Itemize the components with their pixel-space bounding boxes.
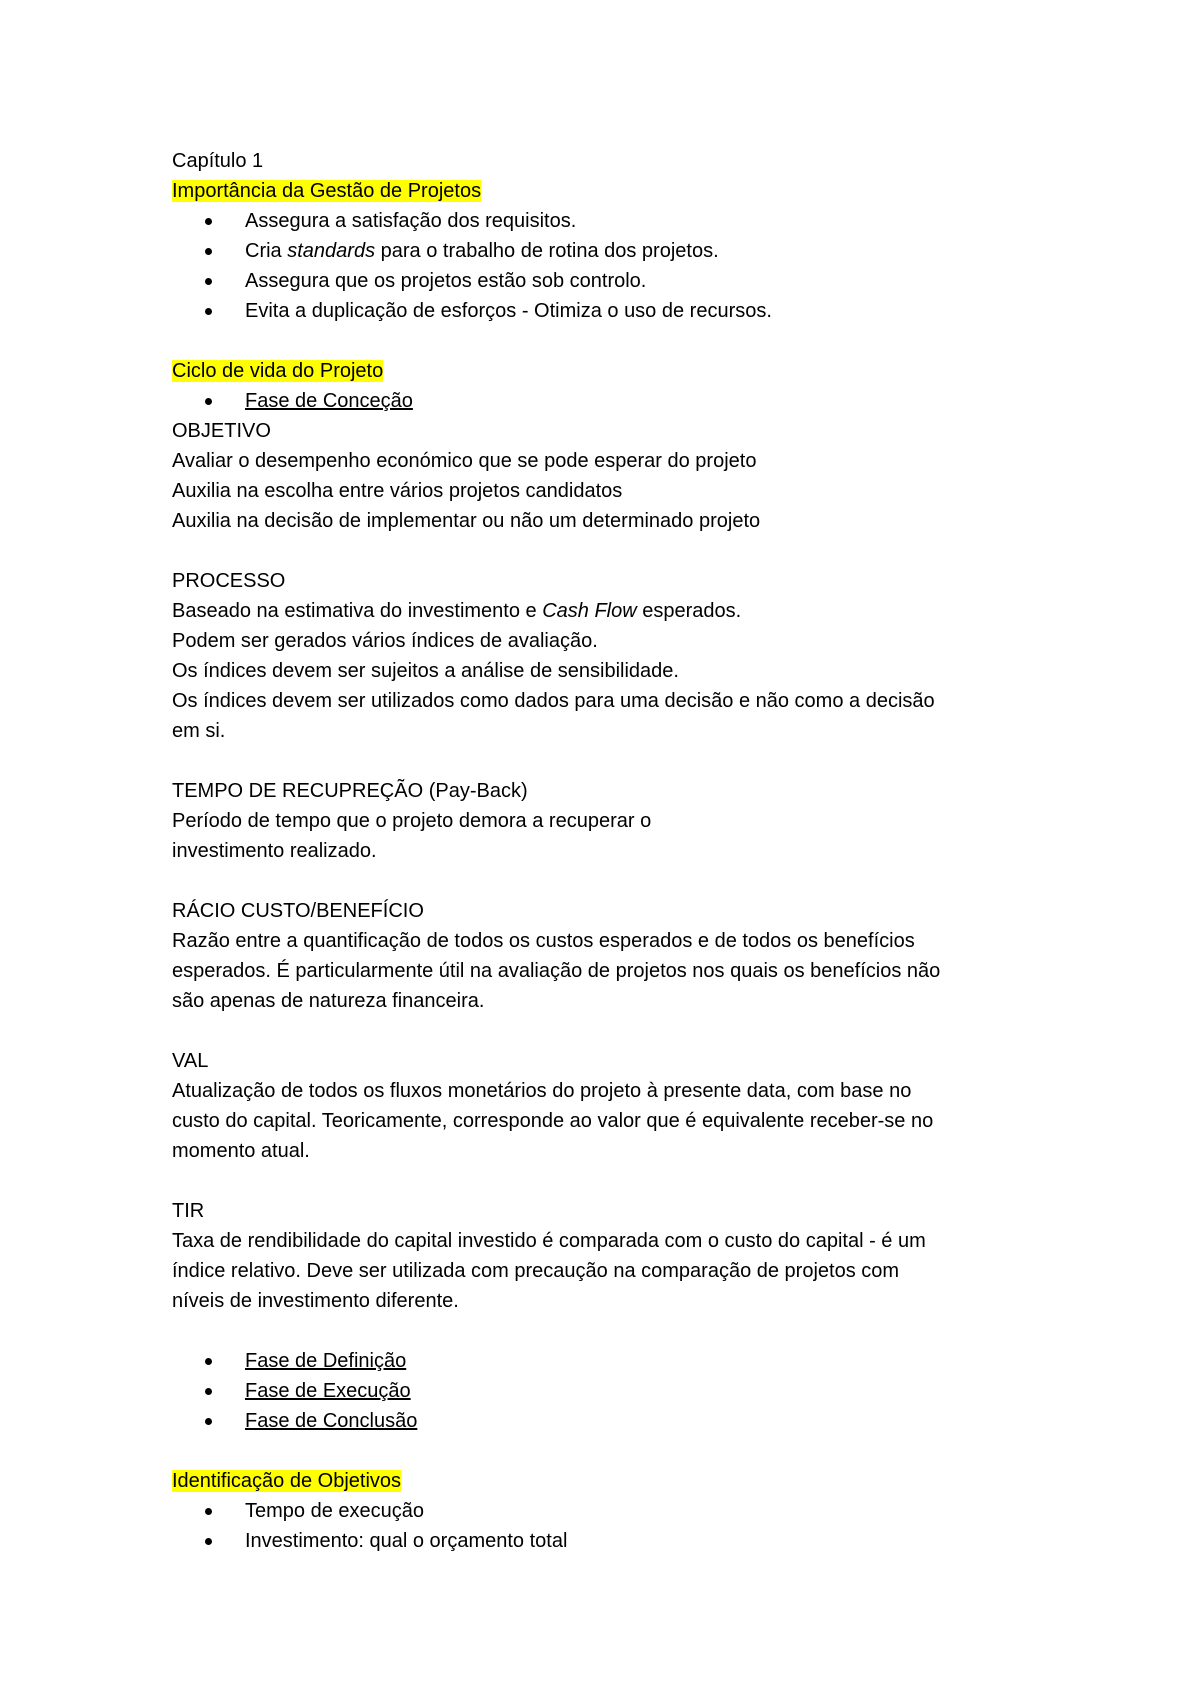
paragraph-gap <box>172 1166 1042 1196</box>
list-item-text: Tempo de execução <box>245 1500 425 1522</box>
importancia-bullet-list <box>172 206 1042 326</box>
text-line: Os índices devem ser sujeitos a análise de sensibilidade. <box>172 660 679 682</box>
subheading-tir: TIR <box>172 1200 205 1222</box>
text-line: são apenas de natureza financeira. <box>172 990 485 1012</box>
text-line: investimento realizado. <box>172 840 377 862</box>
list-item <box>172 1346 1042 1376</box>
bullet-icon <box>205 1538 212 1545</box>
bullet-icon <box>205 308 212 315</box>
paragraph-gap <box>172 866 1042 896</box>
phase-definicao-label: Fase de Definição <box>245 1350 407 1372</box>
phase-list-1 <box>172 386 1042 416</box>
text-line: Período de tempo que o projeto demora a recuperar o <box>172 810 652 832</box>
text-line: índice relativo. Deve ser utilizada com precaução na comparação de projetos com <box>172 1260 900 1282</box>
highlighted-heading: Ciclo de vida do Projeto <box>172 360 384 382</box>
text-line: Auxilia na decisão de implementar ou não um determinado projeto <box>172 510 761 532</box>
text-after: esperados. <box>636 600 742 622</box>
text-line: Podem ser gerados vários índices de avaliação. <box>172 630 598 652</box>
phase-conclusao-label: Fase de Conclusão <box>245 1410 418 1432</box>
bullet-icon <box>205 218 212 225</box>
bullet-icon <box>205 1508 212 1515</box>
bullet-icon <box>205 1418 212 1425</box>
paragraph-gap <box>172 326 1042 356</box>
list-item-text: Investimento: qual o orçamento total <box>245 1530 568 1552</box>
bullet-icon <box>205 1388 212 1395</box>
text-line: Avaliar o desempenho económico que se pode esperar do projeto <box>172 450 757 472</box>
bullet-icon <box>205 278 212 285</box>
italic-term-standards: standards <box>287 240 376 262</box>
paragraph-gap <box>172 1016 1042 1046</box>
bullet-icon <box>205 1358 212 1365</box>
text-line: Taxa de rendibilidade do capital investido é comparada com o custo do capital - é um <box>172 1230 926 1252</box>
subheading-racio: RÁCIO CUSTO/BENEFÍCIO <box>172 900 424 922</box>
subheading-payback: TEMPO DE RECUPREÇÃO (Pay-Back) <box>172 780 528 802</box>
bullet-icon <box>205 398 212 405</box>
text-line: Auxilia na escolha entre vários projetos candidatos <box>172 480 623 502</box>
list-item <box>172 1526 1042 1556</box>
paragraph-gap <box>172 1316 1042 1346</box>
subheading-objetivo: OBJETIVO <box>172 420 271 442</box>
text-line: em si. <box>172 720 226 742</box>
text-line: custo do capital. Teoricamente, corresponde ao valor que é equivalente receber-se no <box>172 1110 934 1132</box>
list-item <box>172 206 1042 236</box>
list-item <box>172 386 1042 416</box>
paragraph-gap <box>172 746 1042 776</box>
list-item <box>172 1406 1042 1436</box>
subheading-val: VAL <box>172 1050 209 1072</box>
subheading-processo: PROCESSO <box>172 570 286 592</box>
phase-concecao-label: Fase de Conceção <box>245 390 413 412</box>
bullet-icon <box>205 248 212 255</box>
list-item-text-after: para o trabalho de rotina dos projetos. <box>375 240 719 262</box>
list-item <box>172 1496 1042 1526</box>
list-item <box>172 296 1042 326</box>
list-item-text: Assegura que os projetos estão sob controlo. <box>245 270 647 292</box>
text-line: Atualização de todos os fluxos monetários do projeto à presente data, com base no <box>172 1080 912 1102</box>
section-heading-ciclo <box>172 356 1042 386</box>
list-item-text-before: Cria <box>245 240 288 262</box>
text-line: Razão entre a quantificação de todos os custos esperados e de todos os benefícios <box>172 930 915 952</box>
list-item <box>172 1376 1042 1406</box>
section-heading-importancia <box>172 176 1042 206</box>
section-heading-identificacao <box>172 1466 1042 1496</box>
list-item-text: Assegura a satisfação dos requisitos. <box>245 210 577 232</box>
list-item <box>172 266 1042 296</box>
text-before: Baseado na estimativa do investimento e <box>172 600 543 622</box>
phase-execucao-label: Fase de Execução <box>245 1380 411 1402</box>
text-line: Os índices devem ser utilizados como dados para uma decisão e não como a decisão <box>172 690 935 712</box>
text-line: momento atual. <box>172 1140 310 1162</box>
chapter-title: Capítulo 1 <box>172 150 264 172</box>
paragraph-gap <box>172 1436 1042 1466</box>
highlighted-heading: Importância da Gestão de Projetos <box>172 180 482 202</box>
text-line <box>172 596 1042 626</box>
list-item <box>172 236 1042 266</box>
text-line: esperados. É particularmente útil na avaliação de projetos nos quais os benefícios não <box>172 960 941 982</box>
paragraph-gap <box>172 536 1042 566</box>
document-page <box>172 146 1042 1556</box>
phase-list-2 <box>172 1346 1042 1436</box>
italic-term-cash-flow: Cash Flow <box>542 600 637 622</box>
highlighted-heading: Identificação de Objetivos <box>172 1470 402 1492</box>
list-item-text: Evita a duplicação de esforços - Otimiza o uso de recursos. <box>245 300 772 322</box>
text-line: níveis de investimento diferente. <box>172 1290 459 1312</box>
objetivos-bullet-list <box>172 1496 1042 1556</box>
